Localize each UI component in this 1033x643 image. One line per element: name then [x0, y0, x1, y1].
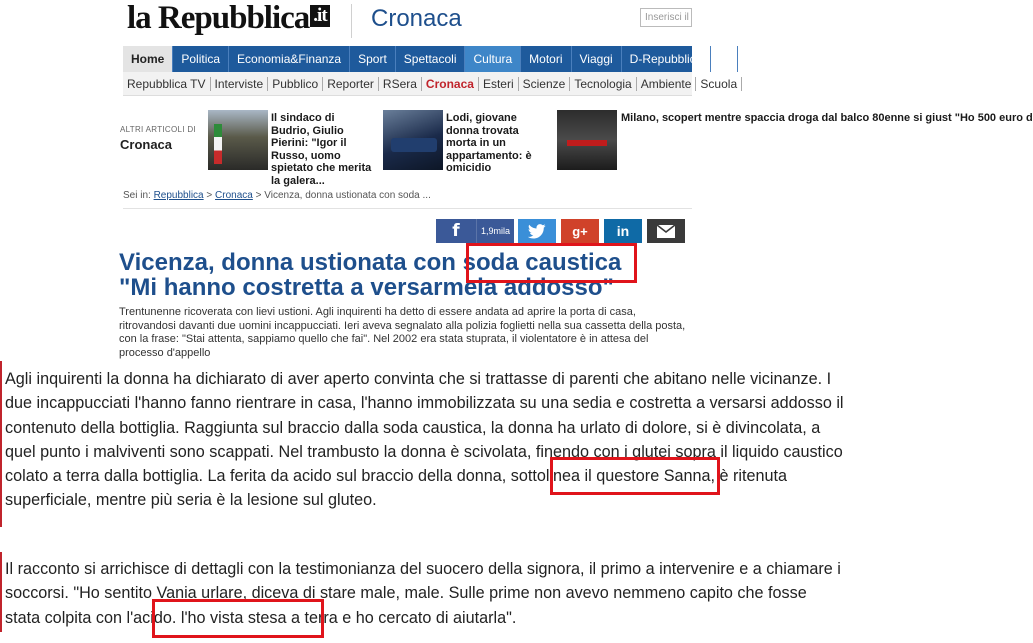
- subnav-item-ambiente[interactable]: Ambiente: [637, 77, 697, 91]
- breadcrumb-link-cronaca[interactable]: Cronaca: [215, 190, 253, 201]
- secondary-nav: [123, 72, 738, 96]
- related-article-title[interactable]: Lodi, giovane donna trovata morta in un appartamento: è omicidio: [446, 112, 532, 174]
- subnav-item-esteri[interactable]: Esteri: [479, 77, 519, 91]
- subnav-item-repubblica-tv[interactable]: Repubblica TV: [123, 77, 211, 91]
- nav-item-sport[interactable]: Sport: [350, 46, 396, 72]
- subnav-item-interviste[interactable]: Interviste: [211, 77, 269, 91]
- breadcrumb: [123, 190, 431, 201]
- related-articles-section[interactable]: Cronaca: [120, 137, 173, 152]
- related-articles-label: ALTRI ARTICOLI DI: [120, 125, 196, 134]
- facebook-share-button[interactable]: [436, 219, 476, 243]
- nav-item-d-repubblica[interactable]: D-Repubblica: [622, 46, 712, 72]
- twitter-icon: [528, 224, 546, 239]
- headline-line-1: Vicenza, donna ustionata con soda caustica: [119, 249, 622, 276]
- nav-item-cultura[interactable]: Cultura: [465, 46, 521, 72]
- related-article-title[interactable]: Milano, scopert mentre spaccia droga dal balco 80enne si giust "Ho 500 euro d: [621, 112, 1033, 124]
- breadcrumb-current: Vicenza, donna ustionata con soda ...: [264, 190, 431, 201]
- nav-item-viaggi[interactable]: Viaggi: [572, 46, 622, 72]
- related-article-thumbnail[interactable]: [208, 110, 268, 170]
- search-input[interactable]: Inserisci il: [640, 8, 692, 27]
- linkedin-share-button[interactable]: [604, 219, 642, 243]
- subnav-item-rsera[interactable]: RSera: [379, 77, 422, 91]
- paragraph-marker: [0, 361, 2, 527]
- related-article-title[interactable]: Il sindaco di Budrio, Giulio Pierini: "Igor il Russo, uomo spietato che merita la galera...: [271, 112, 372, 187]
- related-article-thumbnail[interactable]: [383, 110, 443, 170]
- repubblica-logo[interactable]: [127, 0, 337, 42]
- nav-item-motori[interactable]: Motori: [521, 46, 571, 72]
- subnav-item-cronaca[interactable]: Cronaca: [422, 77, 479, 91]
- facebook-share-count: 1,9mila: [476, 219, 514, 243]
- twitter-share-button[interactable]: [518, 219, 556, 243]
- nav-item-politica[interactable]: Politica: [173, 46, 229, 72]
- nav-item-home[interactable]: Home: [123, 46, 173, 72]
- subnav-item-scienze[interactable]: Scienze: [519, 77, 571, 91]
- facebook-icon: f: [452, 221, 460, 241]
- nav-item-more[interactable]: G: [711, 46, 737, 72]
- header-divider: [351, 4, 352, 38]
- related-article-thumbnail[interactable]: [557, 110, 617, 170]
- subnav-item-reporter[interactable]: Reporter: [323, 77, 379, 91]
- email-share-button[interactable]: [647, 219, 685, 243]
- logo-wordmark: la Repubblica .it: [127, 0, 330, 37]
- nav-item-economia[interactable]: Economia&Finanza: [229, 46, 350, 72]
- googleplus-icon: g+: [572, 223, 588, 239]
- paragraph-marker: [0, 552, 2, 632]
- googleplus-share-button[interactable]: [561, 219, 599, 243]
- nav-item-spettacoli[interactable]: Spettacoli: [396, 46, 466, 72]
- section-title[interactable]: Cronaca: [371, 5, 462, 32]
- article-summary: Trentunenne ricoverata con lievi ustioni. Agli inquirenti ha detto di essere andata ad aprire la porta di casa, ritrovandosi davanti due uomini incappucciati. Ieri aveva segnalato alla polizia foglietti nella sua cassetta della posta, con la frase: "Stai attenta, sappiamo quello che fai". Nel 2002 era stata stuprata, il violentatore è in attesa del processo d'appello: [119, 306, 686, 359]
- linkedin-icon: in: [616, 223, 630, 239]
- envelope-icon: [657, 225, 675, 238]
- subnav-item-pubblico[interactable]: Pubblico: [268, 77, 323, 91]
- breadcrumb-prefix: Sei in:: [123, 190, 151, 201]
- breadcrumb-divider: [123, 208, 692, 209]
- highlight-box: [466, 243, 637, 283]
- subnav-item-scuola[interactable]: Scuola: [696, 77, 742, 91]
- breadcrumb-link-repubblica[interactable]: Repubblica: [153, 190, 204, 201]
- primary-nav: [123, 46, 729, 72]
- article-paragraph: Il racconto si arrichisce di dettagli con la testimonianza del suocero della signora, il primo a intervenire e a chiamare i soccorsi. "Ho sentito Vania urlare, diceva di stare male, male. Sulle prime non avevo nemmeno capito che fosse stata colpita con l'acido. l'ho vista stesa a terra e ho cercato di aiutarla".: [5, 560, 841, 627]
- headline-line-2: "Mi hanno costretta a versarmela addosso": [119, 274, 614, 301]
- highlight-box: [152, 599, 324, 638]
- highlight-box: [550, 457, 720, 495]
- subnav-item-tecnologia[interactable]: Tecnologia: [570, 77, 636, 91]
- breadcrumb-separator: >: [206, 190, 213, 201]
- breadcrumb-separator: >: [255, 190, 262, 201]
- article-paragraph: Agli inquirenti la donna ha dichiarato di aver aperto convinta che si trattasse di parenti che abitano nelle vicinanze. I due incappucciati l'hanno fanno rientrare in casa, l'hanno immobilizzata su una sedia e costretta a versarsi addosso il contenuto della bottiglia. Raggiunta sul braccio dalla soda caustica, la donna ha urlato di dolore, si è divincolata, a quel punto i malviventi sono scappati. Nel trambusto la donna è scivolata, finendo con i glutei sopra il liquido caustico colato a terra dalla bottiglia. La ferita da acido sul braccio della donna, sottolinea il questore Sanna, è ritenuta superficiale, mentre più seria è la lesione sul gluteo.: [5, 370, 844, 510]
